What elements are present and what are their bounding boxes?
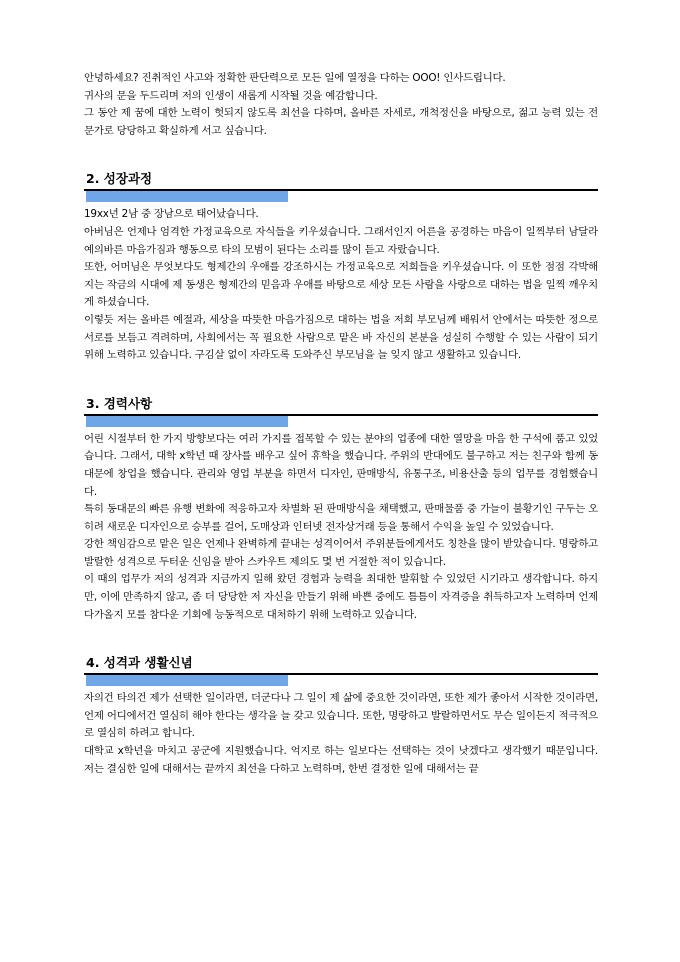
- intro-paragraph: 귀사의 문을 두드리며 저의 인생이 새롭게 시작될 것을 예감합니다.: [84, 89, 378, 102]
- section-personality: [84, 654, 598, 778]
- section-body: [84, 690, 598, 778]
- section-title: 2. 성장과정: [86, 171, 153, 187]
- document-page: [84, 70, 598, 778]
- section-body: [84, 206, 598, 364]
- section-accent-bar: [86, 191, 288, 202]
- section-header: [84, 395, 598, 429]
- body-paragraph: 자의건 타의건 제가 선택한 일이라면, 더군다나 그 일이 제 삶에 중요한 것이라면, 또한 제가 좋아서 시작한 것이라면, 언제 어디에서건 열심히 해야 한다는 생각을 늘 갖고 있습니다. 또한, 명랑하고 발랄하면서도 무슨 일이든지 적극적으로 열심히 하려고 합니다.: [84, 692, 598, 740]
- section-header: [84, 170, 598, 204]
- intro-block: [84, 70, 598, 140]
- section-header: [84, 654, 598, 688]
- body-paragraph: 특히 동대문의 빠른 유행 변화에 적응하고자 차별화 된 판매방식을 채택했고, 판매물품 중 가늘이 불황기인 구두는 오히려 새로운 디자인으로 승부를 걸어, 도매상과 인터넷 전자상거래 등을 통해서 수익을 높일 수 있었습니다.: [84, 503, 598, 533]
- section-growth: [84, 170, 598, 364]
- body-paragraph: 이 때의 업무가 저의 성격과 지금까지 일해 왔던 경험과 능력을 최대한 발휘할 수 있었던 시기라고 생각합니다. 하지만, 이에 만족하지 않고, 좀 더 당당한 저 자신을 만들기 위해 바쁜 중에도 틈틈이 자격증을 취득하고자 노력하며 언제 다가올지 모를 참다운 기회에 능동적으로 대처하기 위해 노력하고 있습니다.: [84, 573, 598, 621]
- intro-paragraph: 그 동안 제 꿈에 대한 노력이 헛되지 않도록 최선을 다하며, 올바른 자세로, 개척정신을 바탕으로, 젊고 능력 있는 전문가로 당당하고 확실하게 서고 싶습니다.: [84, 107, 598, 137]
- body-paragraph: 이렇듯 저는 올바른 예절과, 세상을 따뜻한 마음가짐으로 대하는 법을 저희 부모님께 배워서 안에서는 따뜻한 정으로 서로를 보듬고 격려하며, 사회에서는 꼭 필요한 사람으로 맡은 바 자신의 본분을 성실히 수행할 수 있는 사람이 되기 위해 노력하고 있습니다. 구김살 없이 자라도록 도와주신 부모님을 늘 잊지 않고 생활하고 있습니다.: [84, 313, 598, 362]
- section-title: 4. 성격과 생활신념: [86, 655, 193, 671]
- section-accent-bar: [86, 416, 288, 427]
- section-accent-bar: [86, 675, 288, 686]
- section-body: [84, 431, 598, 625]
- body-paragraph: 아버님은 언제나 엄격한 가정교육으로 자식들을 키우셨습니다. 그래서인지 어른을 공경하는 마음이 일찍부터 남달라 예의바른 마음가짐과 행동으로 타의 모범이 된다는 소리를 많이 듣고 자랐습니다.: [84, 225, 598, 256]
- intro-paragraph: 안녕하세요? 진취적인 사고와 정확한 판단력으로 모든 일에 열정을 다하는 OOO! 인사드립니다.: [84, 72, 506, 84]
- section-title: 3. 경력사항: [86, 395, 153, 411]
- body-paragraph: 강한 책임감으로 맡은 일은 언제나 완벽하게 끝내는 성격이어서 주위분들에게서도 칭찬을 많이 받았습니다. 명랑하고 발랄한 성격으로 두터운 신임을 받아 스카우트 제의도 몇 번 거절한 적이 있습니다.: [84, 538, 598, 568]
- body-paragraph: 또한, 어머님은 무엇보다도 형제간의 우애를 강조하시는 가정교육으로 저희들을 키우셨습니다. 이 또한 점점 각박해지는 작금의 시대에 제 동생은 형제간의 믿음과 우애를 바탕으로 세상 모든 사람을 사랑으로 대하는 법을 일찍 깨우치게 하셨습니다.: [84, 261, 598, 309]
- body-paragraph: 19xx년 2남 중 장남으로 태어났습니다.: [84, 208, 259, 221]
- section-career: [84, 395, 598, 625]
- body-paragraph: 어린 시절부터 한 가지 방향보다는 여러 가지를 접목할 수 있는 분야의 업종에 대한 열망을 마음 한 구석에 품고 있었습니다. 그래서, 대학 x학년 때 장사를 배우고 싶어 휴학을 했습니다. 주위의 반대에도 불구하고 저는 친구와 함께 동대문에 창업을 했습니다. 관리와 영업 부분을 하면서 디자인, 판매방식, 유통구조, 비용산출 등의 업무를 경험했습니다.: [84, 432, 598, 498]
- body-paragraph: 대학교 x학년을 마치고 공군에 지원했습니다. 억지로 하는 일보다는 선택하는 것이 낫겠다고 생각했기 때문입니다. 저는 결심한 일에 대해서는 끝까지 최선을 다하고 노력하며, 한번 결정한 일에 대해서는 끝: [84, 745, 598, 775]
